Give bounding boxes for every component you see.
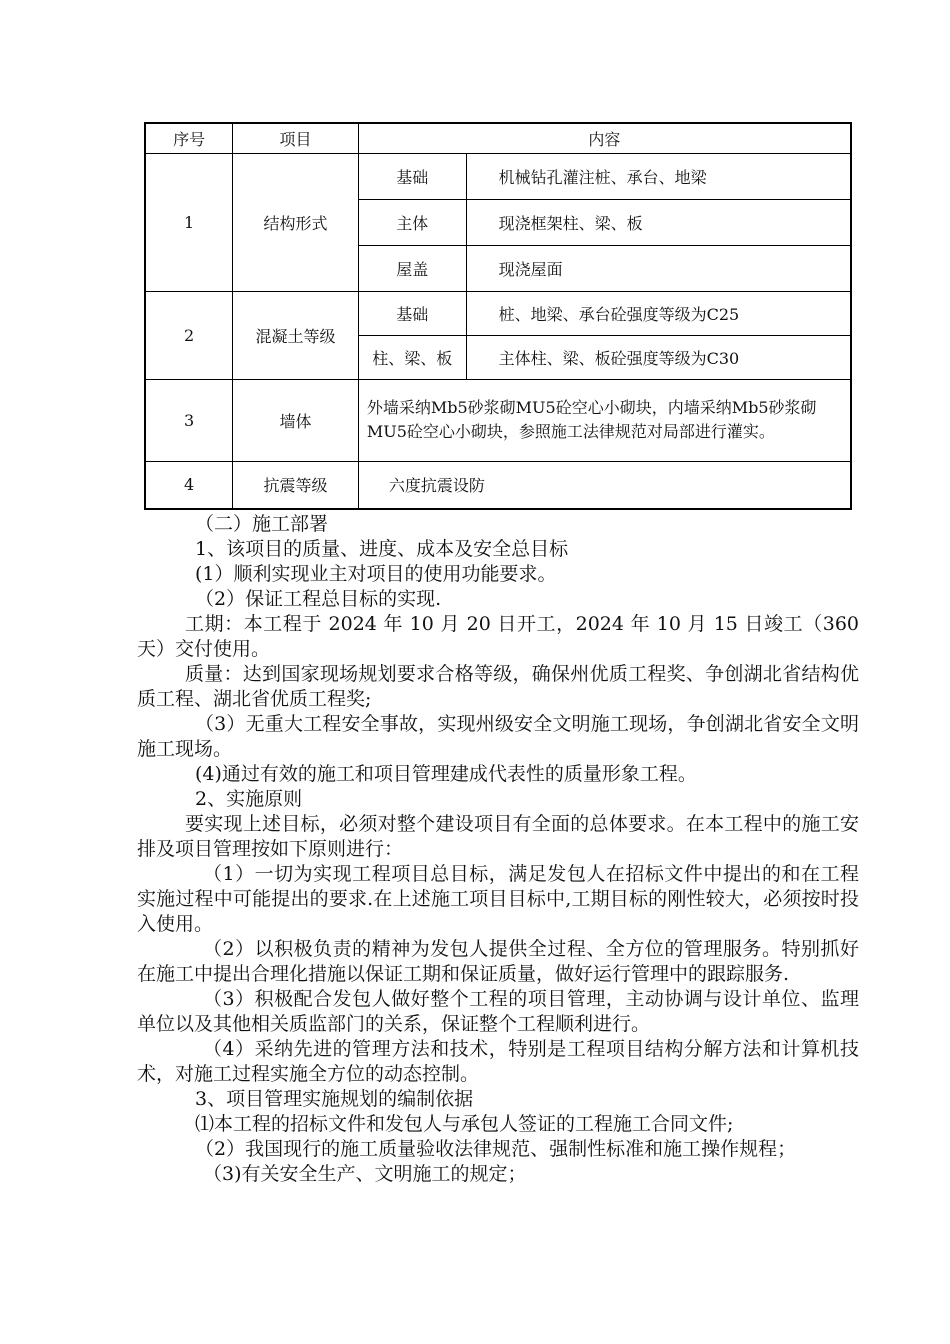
row-no: 2 (145, 291, 233, 379)
row-content: 机械钻孔灌注桩、承台、地梁 (466, 153, 851, 199)
table-row (145, 153, 851, 199)
paragraph: （4）采纳先进的管理方法和技术，特别是工程项目结构分解方法和计算机技术，对施工过程实施全方位的动态控制。 (137, 1038, 859, 1085)
row-no: 3 (145, 379, 233, 461)
subsection-heading: 3、项目管理实施规划的编制依据 (195, 1088, 474, 1110)
row-content: 现浇框架柱、梁、板 (466, 199, 851, 245)
paragraph: （2）我国现行的施工质量验收法律规范、强制性标准和施工操作规程； (195, 1138, 797, 1160)
row-content: 现浇屋面 (466, 245, 851, 291)
table-row (145, 379, 851, 461)
row-no: 1 (145, 153, 233, 291)
row-part: 柱、梁、板 (358, 335, 466, 379)
row-content: 主体柱、梁、板砼强度等级为C30 (466, 335, 851, 379)
subsection-heading: 1、该项目的质量、进度、成本及安全总目标 (195, 538, 569, 560)
paragraph: ⑴本工程的招标文件和发包人与承包人签证的工程施工合同文件; (195, 1113, 734, 1135)
paragraph: （3）积极配合发包人做好整个工程的项目管理，主动协调与设计单位、监理单位以及其他相关质监部门的关系，保证整个工程顺利进行。 (137, 988, 859, 1035)
row-part: 主体 (358, 199, 466, 245)
row-no: 4 (145, 461, 233, 509)
paragraph: （2）以积极负责的精神为发包人提供全过程、全方位的管理服务。特别抓好在施工中提出合理化措施以保证工期和保证质量，做好运行管理中的跟踪服务. (137, 938, 859, 985)
paragraph: (1）顺利实现业主对项目的使用功能要求。 (195, 563, 557, 585)
row-content-wall: 外墙采纳Mb5砂浆砌MU5砼空心小砌块，内墙采纳Mb5砂浆砌MU5砼空心小砌块，参照施工法律规范对局部进行灌实。 (358, 379, 851, 461)
row-item: 墙体 (233, 379, 359, 461)
row-part: 基础 (358, 291, 466, 335)
row-item: 混凝土等级 (233, 291, 359, 379)
paragraph: （3)有关安全生产、文明施工的规定； (203, 1163, 527, 1185)
row-part: 屋盖 (358, 245, 466, 291)
subsection-heading: 2、实施原则 (195, 788, 303, 810)
row-item: 结构形式 (233, 153, 359, 291)
paragraph-schedule: 工期：本工程于 2024 年 10 月 20 日开工，2024 年 10 月 15 日竣工（360 天）交付使用。 (137, 613, 859, 660)
header-content: 内容 (358, 123, 851, 153)
row-content: 桩、地梁、承台砼强度等级为C25 (466, 291, 851, 335)
paragraph: （1）一切为实现工程项目总目标，满足发包人在招标文件中提出的和在工程实施过程中可能提出的要求.在上述施工项目目标中,工期目标的刚性较大，必须按时投入使用。 (137, 863, 859, 935)
paragraph: （2）保证工程总目标的实现. (195, 588, 442, 610)
row-content-seismic: 六度抗震设防 (358, 461, 851, 509)
header-item: 项目 (233, 123, 359, 153)
table-row (145, 461, 851, 509)
paragraph-quality: 质量：达到国家现场规划要求合格等级，确保州优质工程奖、争创湖北省结构优质工程、湖北省优质工程奖; (137, 663, 859, 710)
row-item: 抗震等级 (233, 461, 359, 509)
body-text (137, 512, 859, 1187)
paragraph: （3）无重大工程安全事故，实现州级安全文明施工现场，争创湖北省安全文明施工现场。 (137, 713, 859, 760)
table-row (145, 291, 851, 335)
header-no: 序号 (145, 123, 233, 153)
table-header-row (145, 123, 851, 153)
row-part: 基础 (358, 153, 466, 199)
paragraph: (4)通过有效的施工和项目管理建成代表性的质量形象工程。 (195, 763, 697, 785)
section-heading: （二）施工部署 (195, 513, 329, 535)
paragraph: 要实现上述目标，必须对整个建设项目有全面的总体要求。在本工程中的施工安排及项目管理按如下原则进行： (137, 813, 859, 860)
project-overview-table (144, 122, 852, 510)
